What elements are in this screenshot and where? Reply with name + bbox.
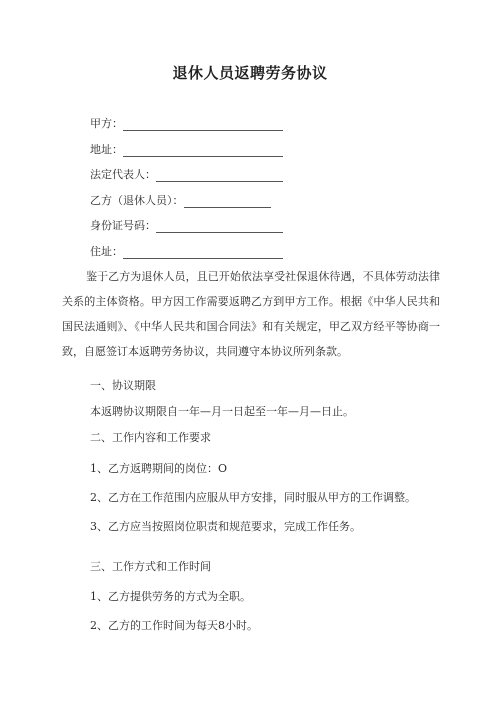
section-heading-work-mode: 三、工作方式和工作时间: [90, 560, 211, 573]
blank-line[interactable]: [123, 145, 283, 157]
intro-paragraph: [62, 264, 440, 364]
field-label: 身份证号码：: [90, 219, 156, 232]
field-label: 法定代表人：: [90, 168, 156, 181]
field-residence: [90, 245, 283, 259]
intro-text: 鉴于乙方为退休人员，且已开始依法享受社保退休待遇，不具体劳动法律关系的主体资格。甲方因工作需要返聘乙方到甲方工作。根据《中华人民共和国民法通则》、《中华人民共和国合同法》和有关规定，甲乙双方经平等协商一致，自愿签订本返聘劳务协议，共同遵守本协议所列条款。: [62, 270, 440, 358]
document-title: 退休人员返聘劳务协议: [172, 64, 328, 82]
section-heading-work-content: 二、工作内容和工作要求: [90, 431, 211, 444]
field-address: [90, 143, 283, 157]
blank-line[interactable]: [123, 247, 283, 259]
field-party-a: [90, 117, 283, 131]
blank-line[interactable]: [156, 170, 283, 182]
field-id-number: [90, 219, 283, 233]
section-heading-term: 一、协议期限: [90, 379, 156, 392]
list-item: 3、乙方应当按照岗位职责和规范要求，完成工作任务。: [90, 520, 361, 533]
list-item: 2、乙方在工作范围内应服从甲方安排，同时服从甲方的工作调整。: [90, 491, 416, 504]
blank-line[interactable]: [123, 119, 283, 131]
field-party-b: [90, 194, 271, 208]
blank-line[interactable]: [184, 196, 271, 208]
field-legal-representative: [90, 168, 283, 182]
list-item: 1、乙方返聘期间的岗位：O: [90, 462, 228, 475]
list-item: 1、乙方提供劳务的方式为全职。: [90, 590, 251, 603]
field-label: 地址：: [90, 143, 123, 156]
blank-line[interactable]: [156, 221, 283, 233]
list-item: 2、乙方的工作时间为每天8小时。: [90, 619, 258, 632]
section-text-term: 本返聘协议期限自一年—月一日起至一年—月—日止。: [90, 405, 354, 418]
field-label: 乙方（退休人员）：: [90, 194, 184, 207]
field-label: 住址：: [90, 245, 123, 258]
field-label: 甲方：: [90, 117, 123, 130]
